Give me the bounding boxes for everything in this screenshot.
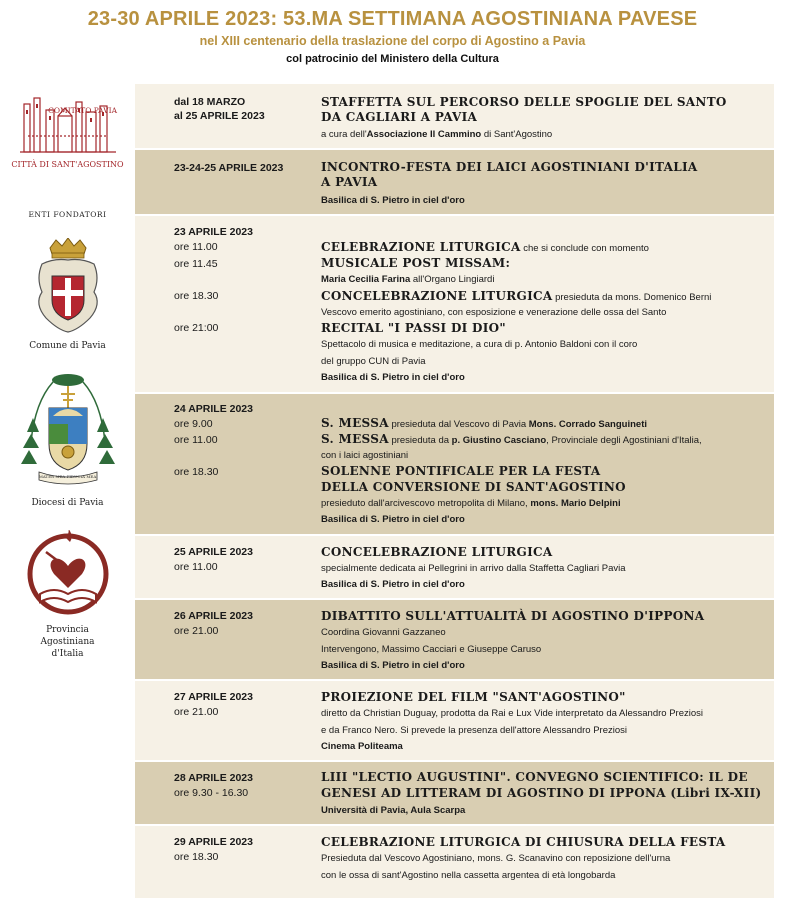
event-date: 23-24-25 APRILE 2023 xyxy=(174,162,284,174)
title-detail: presieduta da mons. Domenico Berni xyxy=(552,292,712,303)
event-title: MUSICALE POST MISSAM: xyxy=(321,256,511,270)
event-note: diretto da Christian Duguay, prodotta da Rai e Lux Vide interpretato da Alessandro Preziosi xyxy=(321,708,703,719)
event-title: A PAVIA xyxy=(321,175,378,189)
event-time: ore 9.00 xyxy=(174,418,213,430)
event-location: Basilica di S. Pietro in ciel d'oro xyxy=(321,514,465,525)
event-date: 25 APRILE 2023 xyxy=(174,546,253,558)
note-text: all'Organo Lingiardi xyxy=(410,274,495,285)
diocesi-logo xyxy=(0,372,135,490)
event-note: Presieduta dal Vescovo Agostiniano, mons. G. Scanavino con reposizione dell'urna xyxy=(321,853,671,864)
event-date: 23 APRILE 2023 xyxy=(174,226,253,238)
event-date: 24 APRILE 2023 xyxy=(174,403,253,415)
event-note: Intervengono, Massimo Cacciari e Giuseppe Caruso xyxy=(321,644,542,655)
event-row-26-aprile xyxy=(135,600,774,679)
diocesi-motto: MATER MEA FIDUCIA MEA xyxy=(38,474,97,479)
event-location: Basilica di S. Pietro in ciel d'oro xyxy=(321,372,465,383)
event-note xyxy=(321,128,552,141)
title-text: S. MESSA xyxy=(321,416,389,430)
event-date: dal 18 MARZO xyxy=(174,96,246,108)
diocesi-caption: Diocesi di Pavia xyxy=(31,498,104,508)
event-row-27-aprile xyxy=(135,681,774,760)
event-time: ore 18.30 xyxy=(174,290,219,302)
event-time: ore 11.00 xyxy=(174,434,218,446)
title-text: CONCELEBRAZIONE LITURGICA xyxy=(321,289,553,303)
provincia-caption-2: Agostiniana xyxy=(40,637,95,647)
event-title: RECITAL "I PASSI DI DIO" xyxy=(321,321,506,335)
event-time: ore 21.00 xyxy=(174,625,219,637)
comitato-name-top: COMITATO PAVIA xyxy=(48,106,117,115)
event-title: DA CAGLIARI A PAVIA xyxy=(321,110,478,124)
event-title xyxy=(321,416,647,432)
note-performer: Maria Cecilia Farina xyxy=(321,274,411,285)
note-text: presieduto dall'arcivescovo metropolita di Milano, xyxy=(321,498,531,509)
event-row-24-aprile xyxy=(135,394,774,534)
note-celebrant: mons. Mario Delpini xyxy=(530,498,621,509)
event-date: 28 APRILE 2023 xyxy=(174,772,253,784)
event-date: 27 APRILE 2023 xyxy=(174,691,253,703)
event-title xyxy=(321,240,649,256)
event-location: Basilica di S. Pietro in ciel d'oro xyxy=(321,660,465,671)
note-text: a cura dell' xyxy=(321,129,367,140)
pavia-crest-icon xyxy=(28,238,108,334)
event-row-23-aprile xyxy=(135,216,774,392)
event-time: ore 21.00 xyxy=(174,706,219,718)
patronage-line: col patrocinio del Ministero della Cultura xyxy=(286,53,499,65)
event-time: ore 11.00 xyxy=(174,561,218,573)
event-time: ore 21:00 xyxy=(174,322,219,334)
event-note: Spettacolo di musica e meditazione, a cura di p. Antonio Baldoni con il coro xyxy=(321,339,638,350)
provincia-caption-3: d'Italia xyxy=(51,649,84,659)
event-row-25-aprile xyxy=(135,536,774,598)
page-title: 23-30 APRILE 2023: 53.MA SETTIMANA AGOSTINIANA PAVESE xyxy=(87,8,698,30)
event-title: LIII "LECTIO AUGUSTINI". CONVEGNO SCIENTIFICO: IL DE xyxy=(321,770,748,784)
event-time: ore 9.30 - 16.30 xyxy=(174,787,249,799)
title-detail: presieduta dal Vescovo di Pavia xyxy=(388,419,529,430)
event-note: e da Franco Nero. Si prevede la presenza dell'attore Alessandro Preziosi xyxy=(321,725,627,736)
event-title: CELEBRAZIONE LITURGICA DI CHIUSURA DELLA FESTA xyxy=(321,835,726,849)
event-title: SOLENNE PONTIFICALE PER LA FESTA xyxy=(321,464,601,478)
event-title: GENESI AD LITTERAM DI AGOSTINO DI IPPONA (Libri IX-XII) xyxy=(321,786,762,800)
event-row-incontro xyxy=(135,150,774,214)
bishop-coat-of-arms-icon xyxy=(13,372,123,490)
event-title: STAFFETTA SUL PERCORSO DELLE SPOGLIE DEL SANTO xyxy=(321,95,727,109)
event-note: Coordina Giovanni Gazzaneo xyxy=(321,627,446,638)
event-location: Basilica di S. Pietro in ciel d'oro xyxy=(321,195,465,206)
title-detail: presieduta da xyxy=(388,435,452,446)
comune-logo xyxy=(0,238,135,334)
note-organizer: Associazione Il Cammino xyxy=(366,129,482,140)
event-row-29-aprile xyxy=(135,826,774,898)
title-celebrant: p. Giustino Casciano xyxy=(451,435,547,446)
event-note xyxy=(321,273,494,286)
event-title: INCONTRO-FESTA DEI LAICI AGOSTINIANI D'ITALIA xyxy=(321,160,698,174)
event-date: 26 APRILE 2023 xyxy=(174,610,253,622)
event-title xyxy=(321,432,702,448)
event-note: specialmente dedicata ai Pellegrini in arrivo dalla Staffetta Cagliari Pavia xyxy=(321,563,626,574)
comitato-logo xyxy=(0,96,135,176)
event-row-staffetta xyxy=(135,84,774,148)
event-note: Vescovo emerito agostiniano, con esposizione e venerazione delle ossa del Santo xyxy=(321,307,667,318)
event-title: PROIEZIONE DEL FILM "SANT'AGOSTINO" xyxy=(321,690,626,704)
event-date: 29 APRILE 2023 xyxy=(174,836,253,848)
event-time: ore 11.00 xyxy=(174,241,218,253)
founders-label: ENTI FONDATORI xyxy=(28,210,107,219)
event-title: DIBATTITO SULL'ATTUALITÀ DI AGOSTINO D'IPPONA xyxy=(321,609,705,623)
title-text: S. MESSA xyxy=(321,432,389,446)
provincia-logo xyxy=(0,530,135,620)
event-note xyxy=(321,497,621,510)
event-title: DELLA CONVERSIONE DI SANT'AGOSTINO xyxy=(321,480,626,494)
event-title: CONCELEBRAZIONE LITURGICA xyxy=(321,545,553,559)
title-detail: , Provinciale degli Agostiniani d'Italia, xyxy=(546,435,702,446)
event-location: Università di Pavia, Aula Scarpa xyxy=(321,805,466,816)
augustinian-heart-book-icon xyxy=(26,530,110,620)
title-text: CELEBRAZIONE LITURGICA xyxy=(321,240,521,254)
page-subtitle: nel XIII centenario della traslazione del corpo di Agostino a Pavia xyxy=(199,34,586,48)
event-location: Basilica di S. Pietro in ciel d'oro xyxy=(321,579,465,590)
event-location: Cinema Politeama xyxy=(321,741,403,752)
event-row-28-aprile xyxy=(135,762,774,824)
title-celebrant: Mons. Corrado Sanguineti xyxy=(528,419,647,430)
title-detail: che si conclude con momento xyxy=(520,243,649,254)
event-note: con i laici agostiniani xyxy=(321,450,409,461)
event-note: con le ossa di sant'Agostino nella cassetta argentea di età longobarda xyxy=(321,870,616,881)
event-time: ore 11.45 xyxy=(174,258,218,270)
event-time: ore 18.30 xyxy=(174,466,219,478)
provincia-caption-1: Provincia xyxy=(46,625,89,635)
comune-caption: Comune di Pavia xyxy=(29,341,106,351)
comitato-name-bottom: CITTÀ DI SANT'AGOSTINO xyxy=(11,160,124,169)
note-text: di Sant'Agostino xyxy=(481,129,553,140)
event-title xyxy=(321,289,711,305)
event-time: ore 18.30 xyxy=(174,851,219,863)
event-note: del gruppo CUN di Pavia xyxy=(321,356,426,367)
event-date: al 25 APRILE 2023 xyxy=(174,110,265,122)
